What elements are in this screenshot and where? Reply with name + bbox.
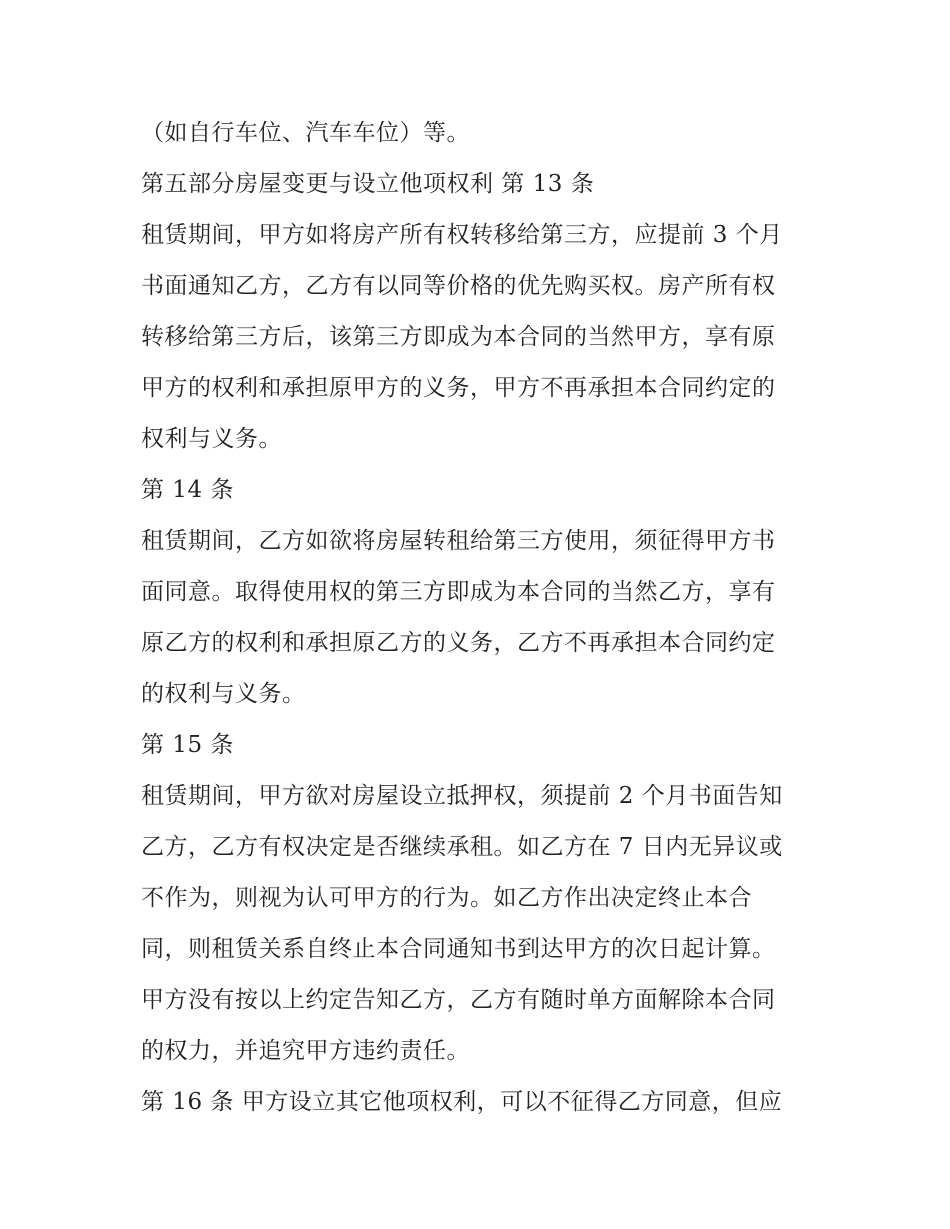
text-line: 甲方的权利和承担原甲方的义务，甲方不再承担本合同约定的 [141, 375, 776, 401]
article-heading: 第 14 条 [141, 477, 234, 503]
text-line: 租赁期间，甲方欲对房屋设立抵押权，须提前 2 个月书面告知 [141, 783, 783, 809]
text-line: 的权利与义务。 [141, 681, 306, 707]
text-line: （如自行车位、汽车车位）等。 [141, 120, 470, 146]
text-line: 的权力，并追究甲方违约责任。 [141, 1038, 470, 1064]
text-line: 权利与义务。 [141, 426, 282, 452]
text-line: 租赁期间，甲方如将房产所有权转移给第三方，应提前 3 个月 [141, 222, 783, 248]
section-heading: 第五部分房屋变更与设立他项权利 第 13 条 [141, 171, 595, 197]
text-line: 租赁期间，乙方如欲将房屋转租给第三方使用，须征得甲方书 [141, 528, 776, 554]
text-line: 原乙方的权利和承担原乙方的义务，乙方不再承担本合同约定 [141, 630, 776, 656]
text-line: 同，则租赁关系自终止本合同通知书到达甲方的次日起计算。 [141, 936, 776, 962]
text-line: 乙方，乙方有权决定是否继续承租。如乙方在 7 日内无异议或 [141, 834, 783, 860]
document-body [141, 108, 821, 1128]
text-line: 转移给第三方后，该第三方即成为本合同的当然甲方，享有原 [141, 324, 776, 350]
text-line: 不作为，则视为认可甲方的行为。如乙方作出决定终止本合 [141, 885, 752, 911]
text-line: 第 16 条 甲方设立其它他项权利，可以不征得乙方同意，但应 [141, 1089, 783, 1115]
text-line: 书面通知乙方，乙方有以同等价格的优先购买权。房产所有权 [141, 273, 776, 299]
text-line: 甲方没有按以上约定告知乙方，乙方有随时单方面解除本合同 [141, 987, 776, 1013]
article-heading: 第 15 条 [141, 732, 234, 758]
text-line: 面同意。取得使用权的第三方即成为本合同的当然乙方，享有 [141, 579, 776, 605]
